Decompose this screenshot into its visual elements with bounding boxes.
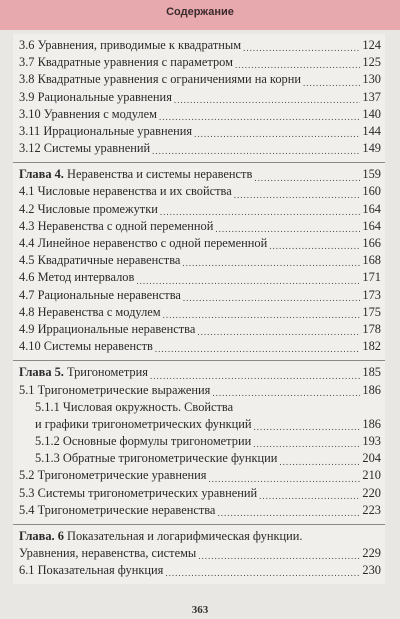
toc-page: 178: [362, 321, 381, 336]
toc-row[interactable]: [13, 485, 385, 502]
chapter-title: Тригонометрия: [63, 365, 148, 380]
toc-page: 124: [362, 37, 381, 52]
toc-row[interactable]: [13, 106, 385, 123]
toc-chapter-row[interactable]: [13, 545, 385, 562]
toc-label: 3.8 Квадратные уравнения с ограничениями на корни: [19, 72, 301, 87]
toc-page: 173: [362, 287, 381, 302]
toc-label: 4.6 Метод интервалов: [19, 270, 135, 285]
header-title: Содержание: [166, 6, 234, 18]
toc-label: 4.8 Неравенства с модулем: [19, 304, 161, 319]
toc-page: 186: [362, 382, 381, 397]
toc-label: 5.4 Тригонометрические неравенства: [19, 502, 216, 517]
toc-row[interactable]: [13, 184, 385, 201]
toc-chapter-row[interactable]: [13, 166, 385, 183]
toc-page: 168: [362, 253, 381, 268]
toc-label: 5.2 Тригонометрические уравнения: [19, 468, 207, 483]
toc-row[interactable]: [13, 468, 385, 485]
toc-page: 220: [362, 485, 381, 500]
toc-row[interactable]: [13, 201, 385, 218]
toc-row[interactable]: [13, 252, 385, 269]
toc-row[interactable]: [13, 287, 385, 304]
toc-page: 186: [362, 416, 381, 431]
chapter-number: Глава 5.: [19, 365, 64, 380]
toc-section-chapter6: [13, 525, 385, 584]
toc-page: 171: [362, 270, 381, 285]
toc-label: 4.7 Рациональные неравенства: [19, 287, 181, 302]
toc-row[interactable]: [13, 502, 385, 519]
toc-section-chapter5: [13, 361, 385, 525]
toc-label: 4.3 Неравенства с одной переменной: [19, 218, 214, 233]
chapter-title: Неравенства и системы неравенств: [63, 167, 253, 182]
toc-page: 164: [362, 218, 381, 233]
toc-page: 164: [362, 201, 381, 216]
toc-row[interactable]: [13, 321, 385, 338]
toc-page: 159: [362, 167, 381, 182]
toc-row[interactable]: [13, 235, 385, 252]
toc-page: 230: [362, 563, 381, 578]
toc-page: 210: [362, 468, 381, 483]
toc-label: 4.4 Линейное неравенство с одной переменной: [19, 236, 268, 251]
toc-page: 137: [362, 89, 381, 104]
toc-row[interactable]: [13, 71, 385, 88]
toc-page: 166: [362, 236, 381, 251]
toc-label: 5.1.1 Числовая окружность. Свойства: [35, 399, 234, 414]
toc-panel: [13, 34, 385, 584]
toc-label: 5.1.2 Основные формулы тригонометрии: [35, 434, 252, 449]
toc-subrow[interactable]: [13, 433, 385, 450]
toc-chapter-row[interactable]: [13, 364, 385, 381]
toc-row[interactable]: [13, 562, 385, 579]
toc-section-chapter3-cont: [13, 34, 385, 163]
toc-page: 144: [362, 123, 381, 138]
toc-row[interactable]: [13, 304, 385, 321]
toc-page: 193: [362, 434, 381, 449]
toc-subrow[interactable]: [13, 399, 385, 416]
toc-row[interactable]: [13, 123, 385, 140]
toc-label: 5.1 Тригонометрические выражения: [19, 382, 211, 397]
chapter-number: Глава 4.: [19, 167, 64, 182]
toc-page: 130: [362, 72, 381, 87]
toc-label: 4.9 Иррациональные неравенства: [19, 321, 196, 336]
toc-row[interactable]: [13, 382, 385, 399]
toc-label: 5.3 Системы тригонометрических уравнений: [19, 485, 258, 500]
toc-page: 223: [362, 502, 381, 517]
toc-page: 125: [362, 55, 381, 70]
toc-label: 3.12 Системы уравнений: [19, 141, 151, 156]
toc-page: 160: [362, 184, 381, 199]
toc-row[interactable]: [13, 218, 385, 235]
chapter-number: Глава. 6: [19, 529, 64, 544]
toc-page: 140: [362, 106, 381, 121]
toc-label: 4.2 Числовые промежутки: [19, 201, 158, 216]
toc-page: 149: [362, 141, 381, 156]
toc-label: 4.5 Квадратичные неравенства: [19, 253, 181, 268]
toc-label: 4.10 Системы неравенств: [19, 339, 153, 354]
toc-label: 5.1.3 Обратные тригонометрические функции: [35, 451, 278, 466]
page-number: 363: [191, 604, 209, 616]
toc-chapter-heading[interactable]: [13, 528, 385, 545]
toc-page: 185: [362, 365, 381, 380]
toc-row[interactable]: [13, 269, 385, 286]
toc-label: 4.1 Числовые неравенства и их свойства: [19, 184, 232, 199]
chapter-title: Показательная и логарифмическая функции.: [63, 529, 303, 544]
toc-label: и графики тригонометрических функций: [35, 416, 252, 431]
toc-section-chapter4: [13, 163, 385, 361]
toc-subrow[interactable]: [13, 450, 385, 467]
toc-label: 3.9 Рациональные уравнения: [19, 89, 172, 104]
toc-page: 229: [362, 546, 381, 561]
toc-row[interactable]: [13, 140, 385, 157]
toc-subrow[interactable]: [13, 416, 385, 433]
toc-label: 3.6 Уравнения, приводимые к квадратным: [19, 37, 242, 52]
toc-row[interactable]: [13, 89, 385, 106]
toc-label: 3.7 Квадратные уравнения с параметром: [19, 55, 233, 70]
running-header: [0, 0, 400, 30]
toc-row[interactable]: [13, 54, 385, 71]
toc-label: 3.10 Уравнения с модулем: [19, 106, 157, 121]
toc-page: 175: [362, 304, 381, 319]
toc-page: 204: [362, 451, 381, 466]
toc-page: 182: [362, 339, 381, 354]
toc-label: 6.1 Показательная функция: [19, 563, 164, 578]
toc-row[interactable]: [13, 37, 385, 54]
toc-label: 3.11 Иррациональные уравнения: [19, 123, 193, 138]
toc-row[interactable]: [13, 338, 385, 355]
chapter-title-cont: Уравнения, неравенства, системы: [19, 546, 197, 561]
